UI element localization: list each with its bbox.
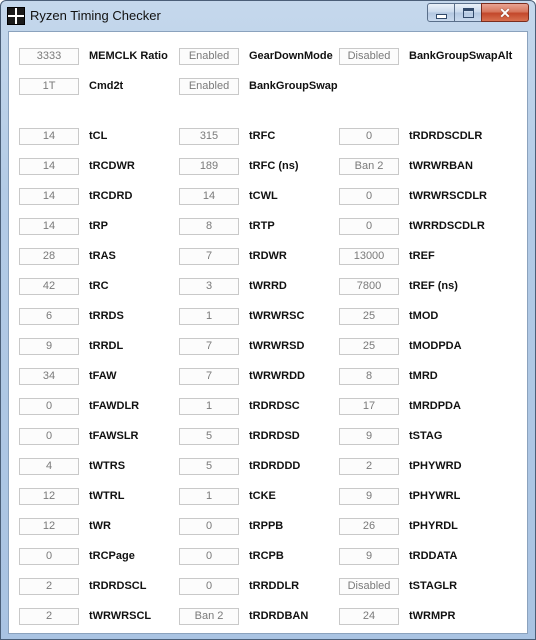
value-field[interactable]: 1T (19, 78, 79, 95)
value-field[interactable]: 2 (339, 458, 399, 475)
value-field[interactable]: 14 (179, 188, 239, 205)
value-field[interactable]: 34 (19, 368, 79, 385)
field-label: tFAWSLR (89, 430, 139, 442)
value-field[interactable]: 0 (179, 548, 239, 565)
value-field[interactable]: 7800 (339, 278, 399, 295)
field-label: tRDRDSC (249, 400, 300, 412)
value-field[interactable]: 8 (339, 368, 399, 385)
value-field[interactable]: Ban 2 (179, 608, 239, 625)
field-label: tMRDPDA (409, 400, 461, 412)
field-label: Cmd2t (89, 80, 124, 92)
value-field[interactable]: 25 (339, 308, 399, 325)
value-field[interactable]: 14 (19, 218, 79, 235)
field-label: tWRWRSCL (89, 610, 152, 622)
minimize-button[interactable] (427, 3, 455, 22)
value-field[interactable]: 0 (179, 578, 239, 595)
value-field[interactable]: 9 (19, 338, 79, 355)
field-label: tFAW (89, 370, 117, 382)
field-label: tMOD (409, 310, 439, 322)
value-field[interactable]: 1 (179, 488, 239, 505)
value-field[interactable]: 2 (19, 608, 79, 625)
field-label: tWRMPR (409, 610, 456, 622)
value-field[interactable]: 14 (19, 158, 79, 175)
field-label: tWRWRDD (249, 370, 306, 382)
field-label: tMODPDA (409, 340, 462, 352)
field-label: tRDDATA (409, 550, 458, 562)
field-label: tRFC (ns) (249, 160, 299, 172)
value-field[interactable]: 8 (179, 218, 239, 235)
value-field[interactable]: 26 (339, 518, 399, 535)
field-label: tWRWRSCDLR (409, 190, 488, 202)
close-button[interactable] (481, 3, 529, 22)
value-field[interactable]: 6 (19, 308, 79, 325)
value-field[interactable]: 9 (339, 428, 399, 445)
value-field[interactable]: 7 (179, 248, 239, 265)
field-label: tRAS (89, 250, 116, 262)
field-label: tCWL (249, 190, 278, 202)
field-label: tRRDS (89, 310, 124, 322)
value-field[interactable]: 1 (179, 398, 239, 415)
field-label: tWRWRSC (249, 310, 305, 322)
value-field[interactable]: 0 (339, 188, 399, 205)
field-label: BankGroupSwapAlt (409, 50, 513, 62)
field-label: tCL (89, 130, 108, 142)
field-label: tWRRD (249, 280, 287, 292)
value-field[interactable]: 0 (19, 398, 79, 415)
value-field[interactable]: 1 (179, 308, 239, 325)
field-label: tRRDDLR (249, 580, 300, 592)
close-icon: ✕ (499, 4, 511, 21)
field-label: tWRRDSCDLR (409, 220, 485, 232)
app-icon (7, 7, 25, 25)
field-label: tPHYRDL (409, 520, 458, 532)
value-field[interactable]: 9 (339, 488, 399, 505)
value-field[interactable]: 17 (339, 398, 399, 415)
field-label: tRDRDBAN (249, 610, 309, 622)
value-field[interactable]: 315 (179, 128, 239, 145)
field-label: tSTAGLR (409, 580, 458, 592)
value-field[interactable]: 0 (179, 518, 239, 535)
maximize-button[interactable] (454, 3, 482, 22)
field-label: tWTRS (89, 460, 126, 472)
value-field[interactable]: 28 (19, 248, 79, 265)
value-field[interactable]: Disabled (339, 48, 399, 65)
value-field[interactable]: 0 (19, 428, 79, 445)
value-field[interactable]: 24 (339, 608, 399, 625)
field-label: tPHYWRD (409, 460, 462, 472)
field-label: GearDownMode (249, 50, 333, 62)
field-label: tWTRL (89, 490, 125, 502)
field-label: tRCDWR (89, 160, 135, 172)
field-label: tRCPB (249, 550, 284, 562)
value-field[interactable]: 12 (19, 488, 79, 505)
field-label: tREF (ns) (409, 280, 458, 292)
value-field[interactable]: 25 (339, 338, 399, 355)
field-label: tRC (89, 280, 109, 292)
value-field[interactable]: 4 (19, 458, 79, 475)
value-field[interactable]: 0 (19, 548, 79, 565)
field-label: tREF (409, 250, 435, 262)
value-field[interactable]: 14 (19, 188, 79, 205)
value-field[interactable]: 7 (179, 368, 239, 385)
field-label: tWR (89, 520, 111, 532)
field-label: tRP (89, 220, 108, 232)
title-bar[interactable] (1, 1, 535, 31)
value-field[interactable]: 12 (19, 518, 79, 535)
value-field[interactable]: Enabled (179, 78, 239, 95)
field-label: tWRWRBAN (409, 160, 473, 172)
value-field[interactable]: 0 (339, 128, 399, 145)
field-label: tRFC (249, 130, 276, 142)
value-field[interactable]: 3 (179, 278, 239, 295)
value-field[interactable]: 5 (179, 428, 239, 445)
value-field[interactable]: 2 (19, 578, 79, 595)
value-field[interactable]: 9 (339, 548, 399, 565)
field-label: tRDRDSCL (89, 580, 147, 592)
value-field[interactable]: 0 (339, 218, 399, 235)
field-label: MEMCLK Ratio (89, 50, 168, 62)
value-field[interactable]: 42 (19, 278, 79, 295)
window-title: Ryzen Timing Checker (30, 8, 161, 23)
field-label: tFAWDLR (89, 400, 140, 412)
field-label: tRCDRD (89, 190, 133, 202)
field-label: tMRD (409, 370, 438, 382)
field-label: BankGroupSwap (249, 80, 338, 92)
value-field[interactable]: 5 (179, 458, 239, 475)
field-label: tRCPage (89, 550, 135, 562)
value-field[interactable]: 189 (179, 158, 239, 175)
field-label: tPHYWRL (409, 490, 461, 502)
field-label: tWRWRSD (249, 340, 305, 352)
value-field[interactable]: Ban 2 (339, 158, 399, 175)
field-label: tSTAG (409, 430, 443, 442)
field-label: tRPPB (249, 520, 284, 532)
field-label: tRDRDSCDLR (409, 130, 483, 142)
value-field[interactable]: 13000 (339, 248, 399, 265)
value-field[interactable]: 14 (19, 128, 79, 145)
timings-panel (8, 31, 528, 634)
field-label: tRDWR (249, 250, 287, 262)
value-field[interactable]: Disabled (339, 578, 399, 595)
field-label: tCKE (249, 490, 276, 502)
minimize-icon (436, 14, 447, 19)
field-label: tRDRDSD (249, 430, 300, 442)
value-field[interactable]: 3333 (19, 48, 79, 65)
field-label: tRDRDDD (249, 460, 301, 472)
maximize-icon (463, 8, 474, 18)
value-field[interactable]: 7 (179, 338, 239, 355)
field-label: tRRDL (89, 340, 124, 352)
field-label: tRTP (249, 220, 275, 232)
value-field[interactable]: Enabled (179, 48, 239, 65)
